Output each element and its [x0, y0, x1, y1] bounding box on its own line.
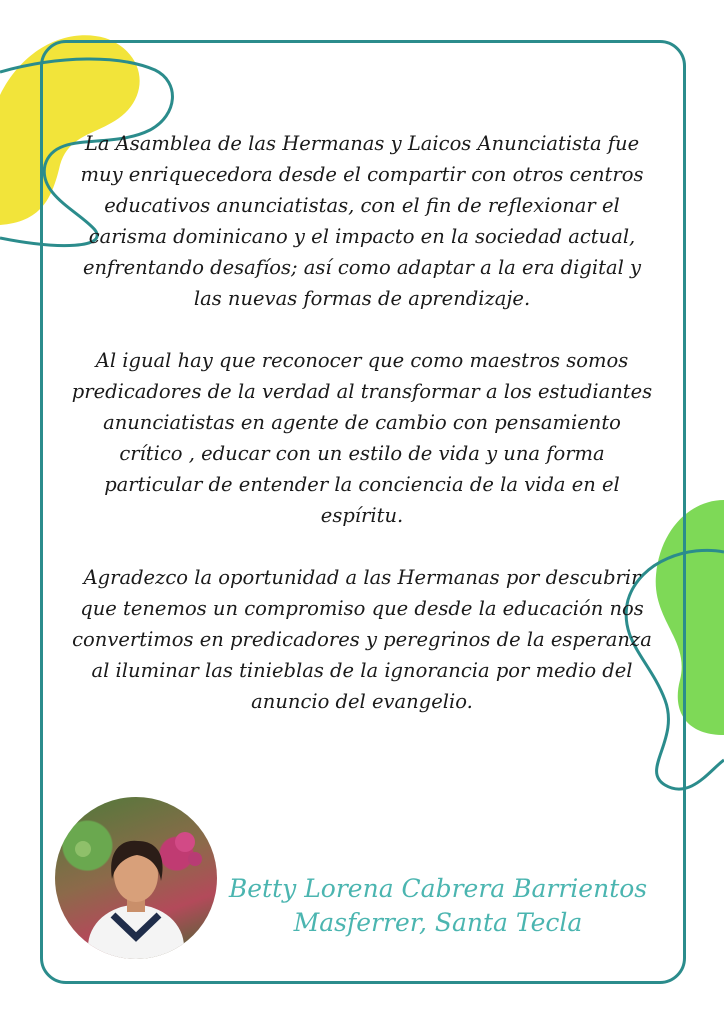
author-portrait-photo [55, 797, 217, 959]
paragraph-2: Al igual hay que reconocer que como maestros somos predicadores de la verdad al transformar a los estudiantes anunciatistas en agente de cambio con pensamiento crítico , educar con un estilo de vida y una forma particular de entender la conciencia de la vida en el espíritu. [71, 349, 653, 527]
portrait-illustration [55, 797, 217, 959]
author-school: Masferrer, Santa Tecla [293, 908, 583, 937]
signature-block [228, 872, 648, 940]
letter-body [70, 128, 654, 717]
author-name: Betty Lorena Cabrera Barrientos [228, 874, 648, 903]
paragraph-1: La Asamblea de las Hermanas y Laicos Anunciatista fue muy enriquecedora desde el compartir con otros centros educativos anunciatistas, con el fin de reflexionar el carisma dominicano y el impacto en la sociedad actual, enfrentando desafíos; así como adaptar a la era digital y las nuevas formas de aprendizaje. [80, 132, 644, 310]
paragraph-3: Agradezco la oportunidad a las Hermanas por descubrir que tenemos un compromiso que desde la educación nos convertimos en predicadores y peregrinos de la esperanza al iluminar las tinieblas de la ignorancia por medio del anuncio del evangelio. [72, 566, 652, 713]
